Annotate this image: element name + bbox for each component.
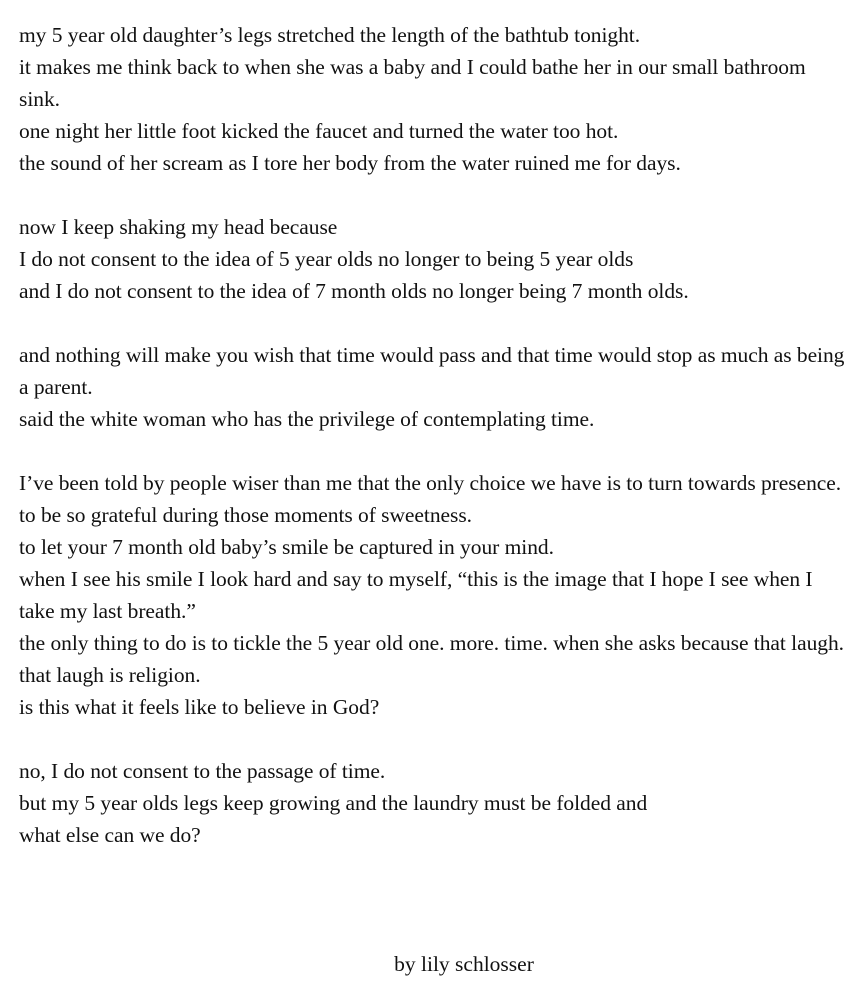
- poem-line: and nothing will make you wish that time would pass and that time would stop as much as being a parent.: [19, 343, 845, 399]
- poem-line: said the white woman who has the privilege of contemplating time.: [19, 407, 595, 431]
- poem-line: the sound of her scream as I tore her body from the water ruined me for days.: [19, 151, 681, 175]
- poem-line: but my 5 year olds legs keep growing and the laundry must be folded and: [19, 791, 648, 815]
- poem-line: and I do not consent to the idea of 7 month olds no longer being 7 month olds.: [19, 279, 689, 303]
- poem-line: one night her little foot kicked the faucet and turned the water too hot.: [19, 119, 619, 143]
- poem-line: is this what it feels like to believe in God?: [19, 695, 380, 719]
- poem-line: what else can we do?: [19, 823, 201, 847]
- poem-line: that laugh is religion.: [19, 663, 201, 687]
- poem-line: no, I do not consent to the passage of time.: [19, 759, 386, 783]
- poem-line: when I see his smile I look hard and say to myself, “this is the image that I hope I see when I take my last breath.”: [19, 567, 813, 623]
- poem-line: I do not consent to the idea of 5 year olds no longer to being 5 year olds: [19, 247, 634, 271]
- stanza-2: [19, 211, 849, 307]
- poem-line: it makes me think back to when she was a baby and I could bathe her in our small bathroom sink.: [19, 55, 806, 111]
- poem-line: to be so grateful during those moments of sweetness.: [19, 503, 472, 527]
- stanza-3: [19, 339, 849, 435]
- poem-line: the only thing to do is to tickle the 5 year old one. more. time. when she asks because that laugh.: [19, 631, 844, 655]
- poem-line: my 5 year old daughter’s legs stretched the length of the bathtub tonight.: [19, 23, 641, 47]
- poem-line: now I keep shaking my head because: [19, 215, 338, 239]
- stanza-5: [19, 755, 849, 851]
- stanza-4: [19, 467, 849, 723]
- stanza-1: [19, 19, 849, 179]
- poem-line: to let your 7 month old baby’s smile be captured in your mind.: [19, 535, 554, 559]
- author-byline: by lily schlosser: [394, 952, 534, 976]
- poem: [19, 19, 849, 851]
- poem-line: I’ve been told by people wiser than me that the only choice we have is to turn towards presence.: [19, 471, 842, 495]
